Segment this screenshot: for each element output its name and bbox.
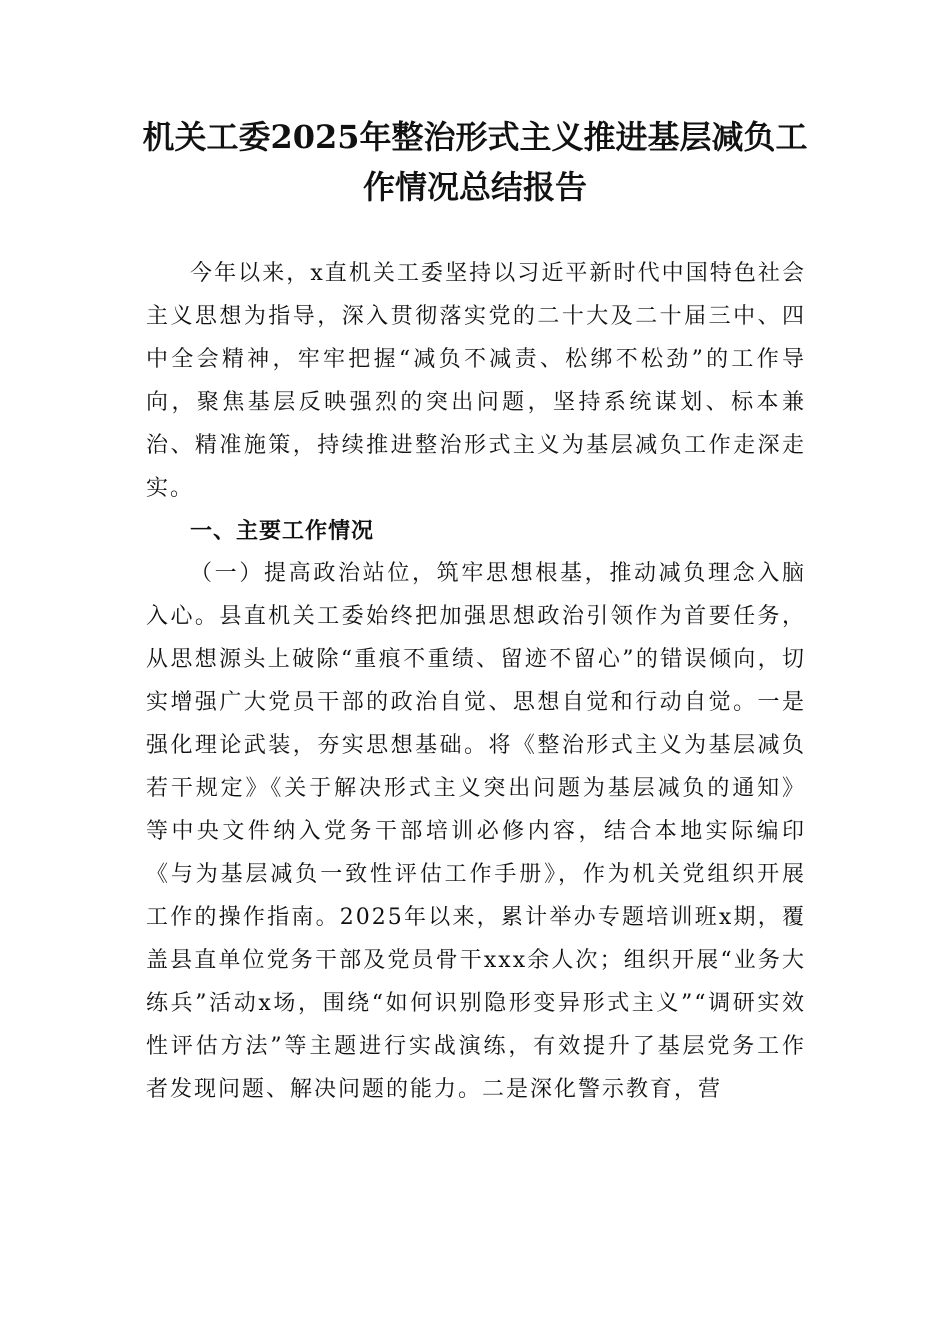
document-title: 机关工委2025年整治形式主义推进基层减负工作情况总结报告 — [142, 118, 808, 206]
section-heading: 一、主要工作情况 — [190, 519, 375, 544]
document-body — [146, 252, 806, 1111]
section-paragraph: （一）提高政治站位，筑牢思想根基，推动减负理念入脑入心。县直机关工委始终把加强思想政治引领作为首要任务，从思想源头上破除“重痕不重绩、留迹不留心”的错误倾向，切实增强广大党员干部的政治自觉、思想自觉和行动自觉。一是强化理论武装，夯实思想基础。将《整治形式主义为基层减负若干规定》《关于解决形式主义突出问题为基层减负的通知》等中央文件纳入党务干部培训必修内容，结合本地实际编印《与为基层减负一致性评估工作手册》，作为机关党组织开展工作的操作指南。2025年以来，累计举办专题培训班x期，覆盖县直单位党务干部及党员骨干xxx余人次；组织开展“业务大练兵”活动x场，围绕“如何识别隐形变异形式主义”“调研实效性评估方法”等主题进行实战演练，有效提升了基层党务工作者发现问题、解决问题的能力。二是深化警示教育，营 — [146, 561, 806, 1102]
intro-paragraph: 今年以来，x直机关工委坚持以习近平新时代中国特色社会主义思想为指导，深入贯彻落实党的二十大及二十届三中、四中全会精神，牢牢把握“减负不减责、松绑不松劲”的工作导向，聚焦基层反映强烈的突出问题，坚持系统谋划、标本兼治、精准施策，持续推进整治形式主义为基层减负工作走深走实。 — [146, 261, 806, 501]
